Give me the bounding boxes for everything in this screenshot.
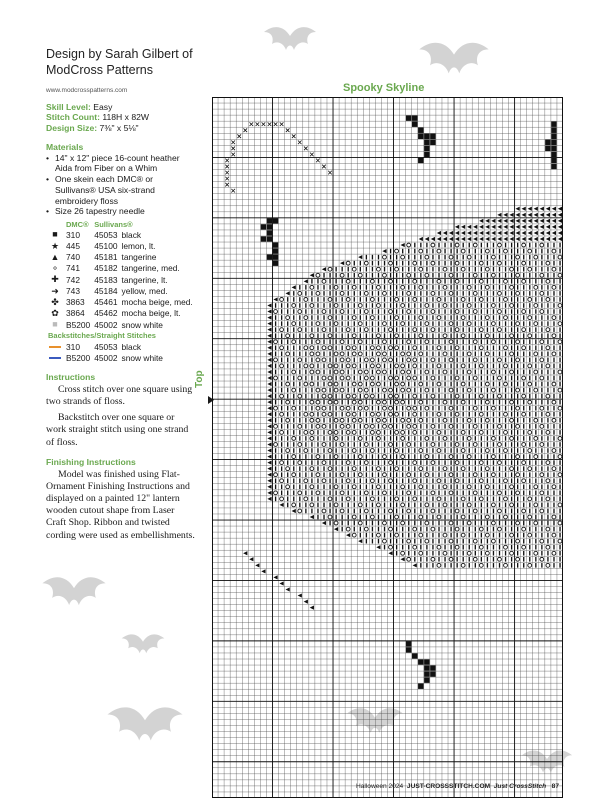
spec-skill-level: Skill Level: Easy bbox=[46, 101, 113, 112]
key-header-dmc: DMC® bbox=[66, 219, 89, 229]
key-header-sullivans: Sullivans® bbox=[94, 219, 133, 229]
key-row: ▲ 740 45181 tangerine bbox=[46, 252, 195, 263]
material-item: • One skein each DMC® or Sullivans® USA six-strand embroidery floss bbox=[46, 174, 196, 206]
spec-design-size: Design Size: 7⅜" x 5⅛" bbox=[46, 123, 139, 134]
key-row: ✿ 3864 45462 mocha beige, lt. bbox=[46, 308, 195, 319]
key-row: ✤ 3863 45461 mocha beige, med. bbox=[46, 297, 195, 308]
stitch-symbol-icon: ✤ bbox=[51, 296, 59, 307]
finishing-paragraph: Model was finished using Flat-Ornament Finishing Instructions and displayed on a painted 12" lantern wooden cutout shape from Laser Craft Shop. Ribbon and twisted cording were used as embellishments. bbox=[46, 468, 195, 541]
backstitch-line-icon bbox=[49, 346, 61, 348]
stitch-symbol-icon: ■ bbox=[52, 229, 58, 240]
stitch-symbol-icon: ⚬ bbox=[51, 263, 59, 274]
footer-page-number: 87 bbox=[551, 783, 559, 790]
key-row: B5200 45002 snow white bbox=[46, 353, 195, 364]
key-row: 310 45053 black bbox=[46, 341, 195, 352]
key-row: ■ 310 45053 black bbox=[46, 229, 195, 240]
key-row: ⚬ 741 45182 tangerine, med. bbox=[46, 263, 195, 274]
finishing-heading: Finishing Instructions bbox=[46, 456, 136, 467]
designer-credit: Design by Sarah Gilbert of ModCross Patterns bbox=[46, 47, 193, 78]
backstitch-line-icon bbox=[49, 357, 61, 359]
bat-icon bbox=[40, 568, 108, 618]
bat-icon bbox=[262, 22, 318, 58]
stitch-symbol-icon: ✿ bbox=[51, 308, 59, 319]
instructions-paragraph: Cross stitch over one square using two strands of floss. bbox=[46, 383, 193, 407]
bat-icon bbox=[410, 36, 498, 84]
stitch-symbol-icon: ▲ bbox=[50, 251, 60, 262]
backstitch-heading: Backstitches/Straight Stitches bbox=[48, 331, 156, 341]
floss-key-table bbox=[46, 220, 195, 364]
chart-top-label: Top bbox=[194, 370, 205, 388]
designer-website: www.modcrosspatterns.com bbox=[46, 86, 128, 94]
spec-stitch-count: Stitch Count: 118H x 82W bbox=[46, 112, 149, 123]
page-footer bbox=[356, 783, 559, 790]
stitch-symbol-icon: ★ bbox=[50, 240, 60, 251]
pattern-info-column bbox=[46, 46, 196, 546]
stitch-symbol-icon: ■ bbox=[52, 319, 58, 330]
cross-stitch-chart bbox=[212, 97, 563, 798]
bat-icon bbox=[120, 625, 166, 665]
material-item: • 14" x 12" piece 16-count heather Aida from Fiber on a Whim bbox=[46, 153, 196, 174]
material-item: • Size 26 tapestry needle bbox=[46, 206, 196, 217]
stitch-symbol-icon: ✚ bbox=[51, 274, 59, 285]
key-row: ✚ 742 45183 tangerine, lt. bbox=[46, 274, 195, 285]
materials-list bbox=[46, 153, 196, 217]
chart-grid bbox=[212, 97, 563, 798]
footer-magazine: Just CrossStitch bbox=[493, 783, 547, 790]
footer-issue: Halloween 2024 bbox=[355, 783, 404, 790]
key-row: ★ 445 45100 lemon, lt. bbox=[46, 241, 195, 252]
chart-title: Spooky Skyline bbox=[343, 82, 425, 94]
key-row: ➜ 743 45184 yellow, med. bbox=[46, 286, 195, 297]
instructions-paragraph: Backstitch over one square or work straight stitch using one strand of floss. bbox=[46, 412, 189, 448]
key-row: ■ B5200 45002 snow white bbox=[46, 319, 195, 330]
bat-icon bbox=[95, 700, 195, 752]
stitch-symbol-icon: ➜ bbox=[51, 285, 59, 296]
footer-url: JUST-CROSSSTITCH.COM bbox=[406, 783, 491, 790]
pattern-specs bbox=[46, 102, 196, 134]
instructions-heading: Instructions bbox=[46, 371, 96, 382]
materials-heading: Materials bbox=[46, 141, 84, 152]
